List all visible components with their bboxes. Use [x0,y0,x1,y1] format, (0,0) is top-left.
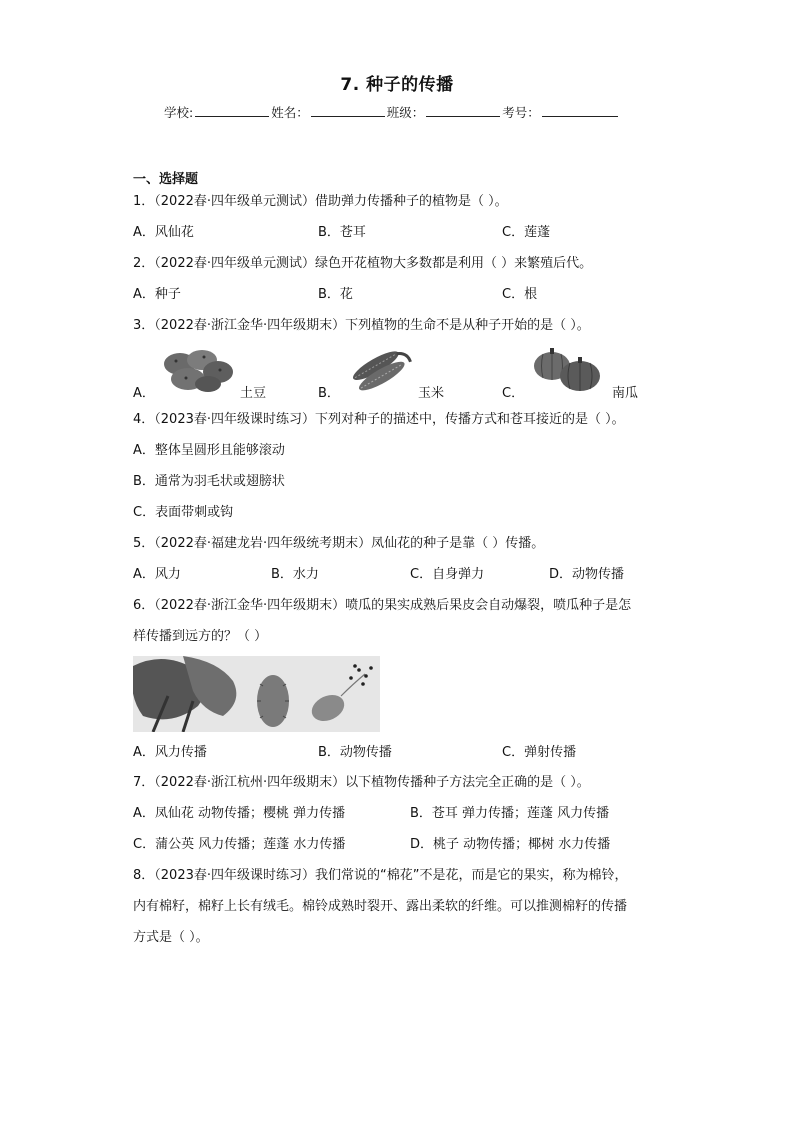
question-1: 1．（2022春·四年级单元测试）借助弹力传播种子的植物是（ ）。 [133,194,508,209]
squirting-cucumber-image [133,656,380,732]
question-8-line-1: 8．（2023春·四年级课时练习）我们常说的“棉花”不是花，而是它的果实，称为棉铃， [133,868,628,883]
q3-option-b[interactable]: B． [318,386,340,401]
class-blank[interactable] [426,104,500,117]
q1-option-c[interactable]: C．莲蓬 [502,225,551,240]
q3-label-pumpkin: 南瓜 [612,386,639,401]
q2-option-b[interactable]: B．花 [318,287,353,302]
question-8-line-3: 方式是（ ）。 [133,930,209,945]
question-6-line-2: 样传播到远方的？（ ） [133,629,268,644]
exam-no-label: 考号： [502,105,540,120]
name-label: 姓名： [271,105,309,120]
question-5: 5．（2022春·福建龙岩·四年级统考期末）凤仙花的种子是靠（ ）传播。 [133,536,545,551]
q1-option-b[interactable]: B．苍耳 [318,225,366,240]
exam-no-blank[interactable] [542,104,618,117]
q7-option-a[interactable]: A．凤仙花 动物传播；樱桃 弹力传播 [133,806,346,821]
student-info-row [164,103,620,121]
q6-option-c[interactable]: C．弹射传播 [502,745,577,760]
question-3: 3．（2022春·浙江金华·四年级期末）下列植物的生命不是从种子开始的是（ ）。 [133,318,590,333]
q2-option-c[interactable]: C．根 [502,287,538,302]
q7-option-b[interactable]: B．苍耳 弹力传播；莲蓬 风力传播 [410,806,610,821]
q1-option-a[interactable]: A．风仙花 [133,225,194,240]
q6-option-a[interactable]: A．风力传播 [133,745,207,760]
pumpkin-image [528,344,606,394]
school-label: 学校: [164,105,194,120]
q5-option-d[interactable]: D．动物传播 [549,567,625,582]
section-heading: 一、选择题 [133,172,199,187]
question-8-line-2: 内有棉籽，棉籽上长有绒毛。棉铃成熟时裂开、露出柔软的纤维。可以推测棉籽的传播 [133,899,628,914]
q3-label-corn: 玉米 [418,386,445,401]
page-title: 7. 种子的传播 [340,75,454,95]
q3-option-c[interactable]: C． [502,386,525,401]
q4-option-c[interactable]: C．表面带刺或钩 [133,505,234,520]
q7-option-d[interactable]: D．桃子 动物传播；椰树 水力传播 [410,837,611,852]
school-blank[interactable] [195,104,269,117]
corn-image [344,344,416,394]
question-6-line-1: 6．（2022春·浙江金华·四年级期末）喷瓜的果实成熟后果皮会自动爆裂，喷瓜种子是怎 [133,598,632,613]
name-blank[interactable] [311,104,385,117]
potato-image [158,346,238,394]
class-label: 班级： [386,105,425,120]
q5-option-c[interactable]: C．自身弹力 [410,567,485,582]
q3-option-a[interactable]: A． [133,386,155,401]
q5-option-a[interactable]: A．风力 [133,567,181,582]
q5-option-b[interactable]: B．水力 [271,567,319,582]
question-2: 2．（2022春·四年级单元测试）绿色开花植物大多数都是利用（ ）来繁殖后代。 [133,256,593,271]
q2-option-a[interactable]: A．种子 [133,287,181,302]
q6-option-b[interactable]: B．动物传播 [318,745,392,760]
q7-option-c[interactable]: C．蒲公英 风力传播；莲蓬 水力传播 [133,837,346,852]
q4-option-a[interactable]: A．整体呈圆形且能够滚动 [133,443,285,458]
q3-label-potato: 土豆 [240,386,267,401]
q4-option-b[interactable]: B．通常为羽毛状或翅膀状 [133,474,285,489]
question-4: 4．（2023春·四年级课时练习）下列对种子的描述中，传播方式和苍耳接近的是（ ）。 [133,412,625,427]
question-7: 7．（2022春·浙江杭州·四年级期末）以下植物传播种子方法完全正确的是（ ）。 [133,775,590,790]
